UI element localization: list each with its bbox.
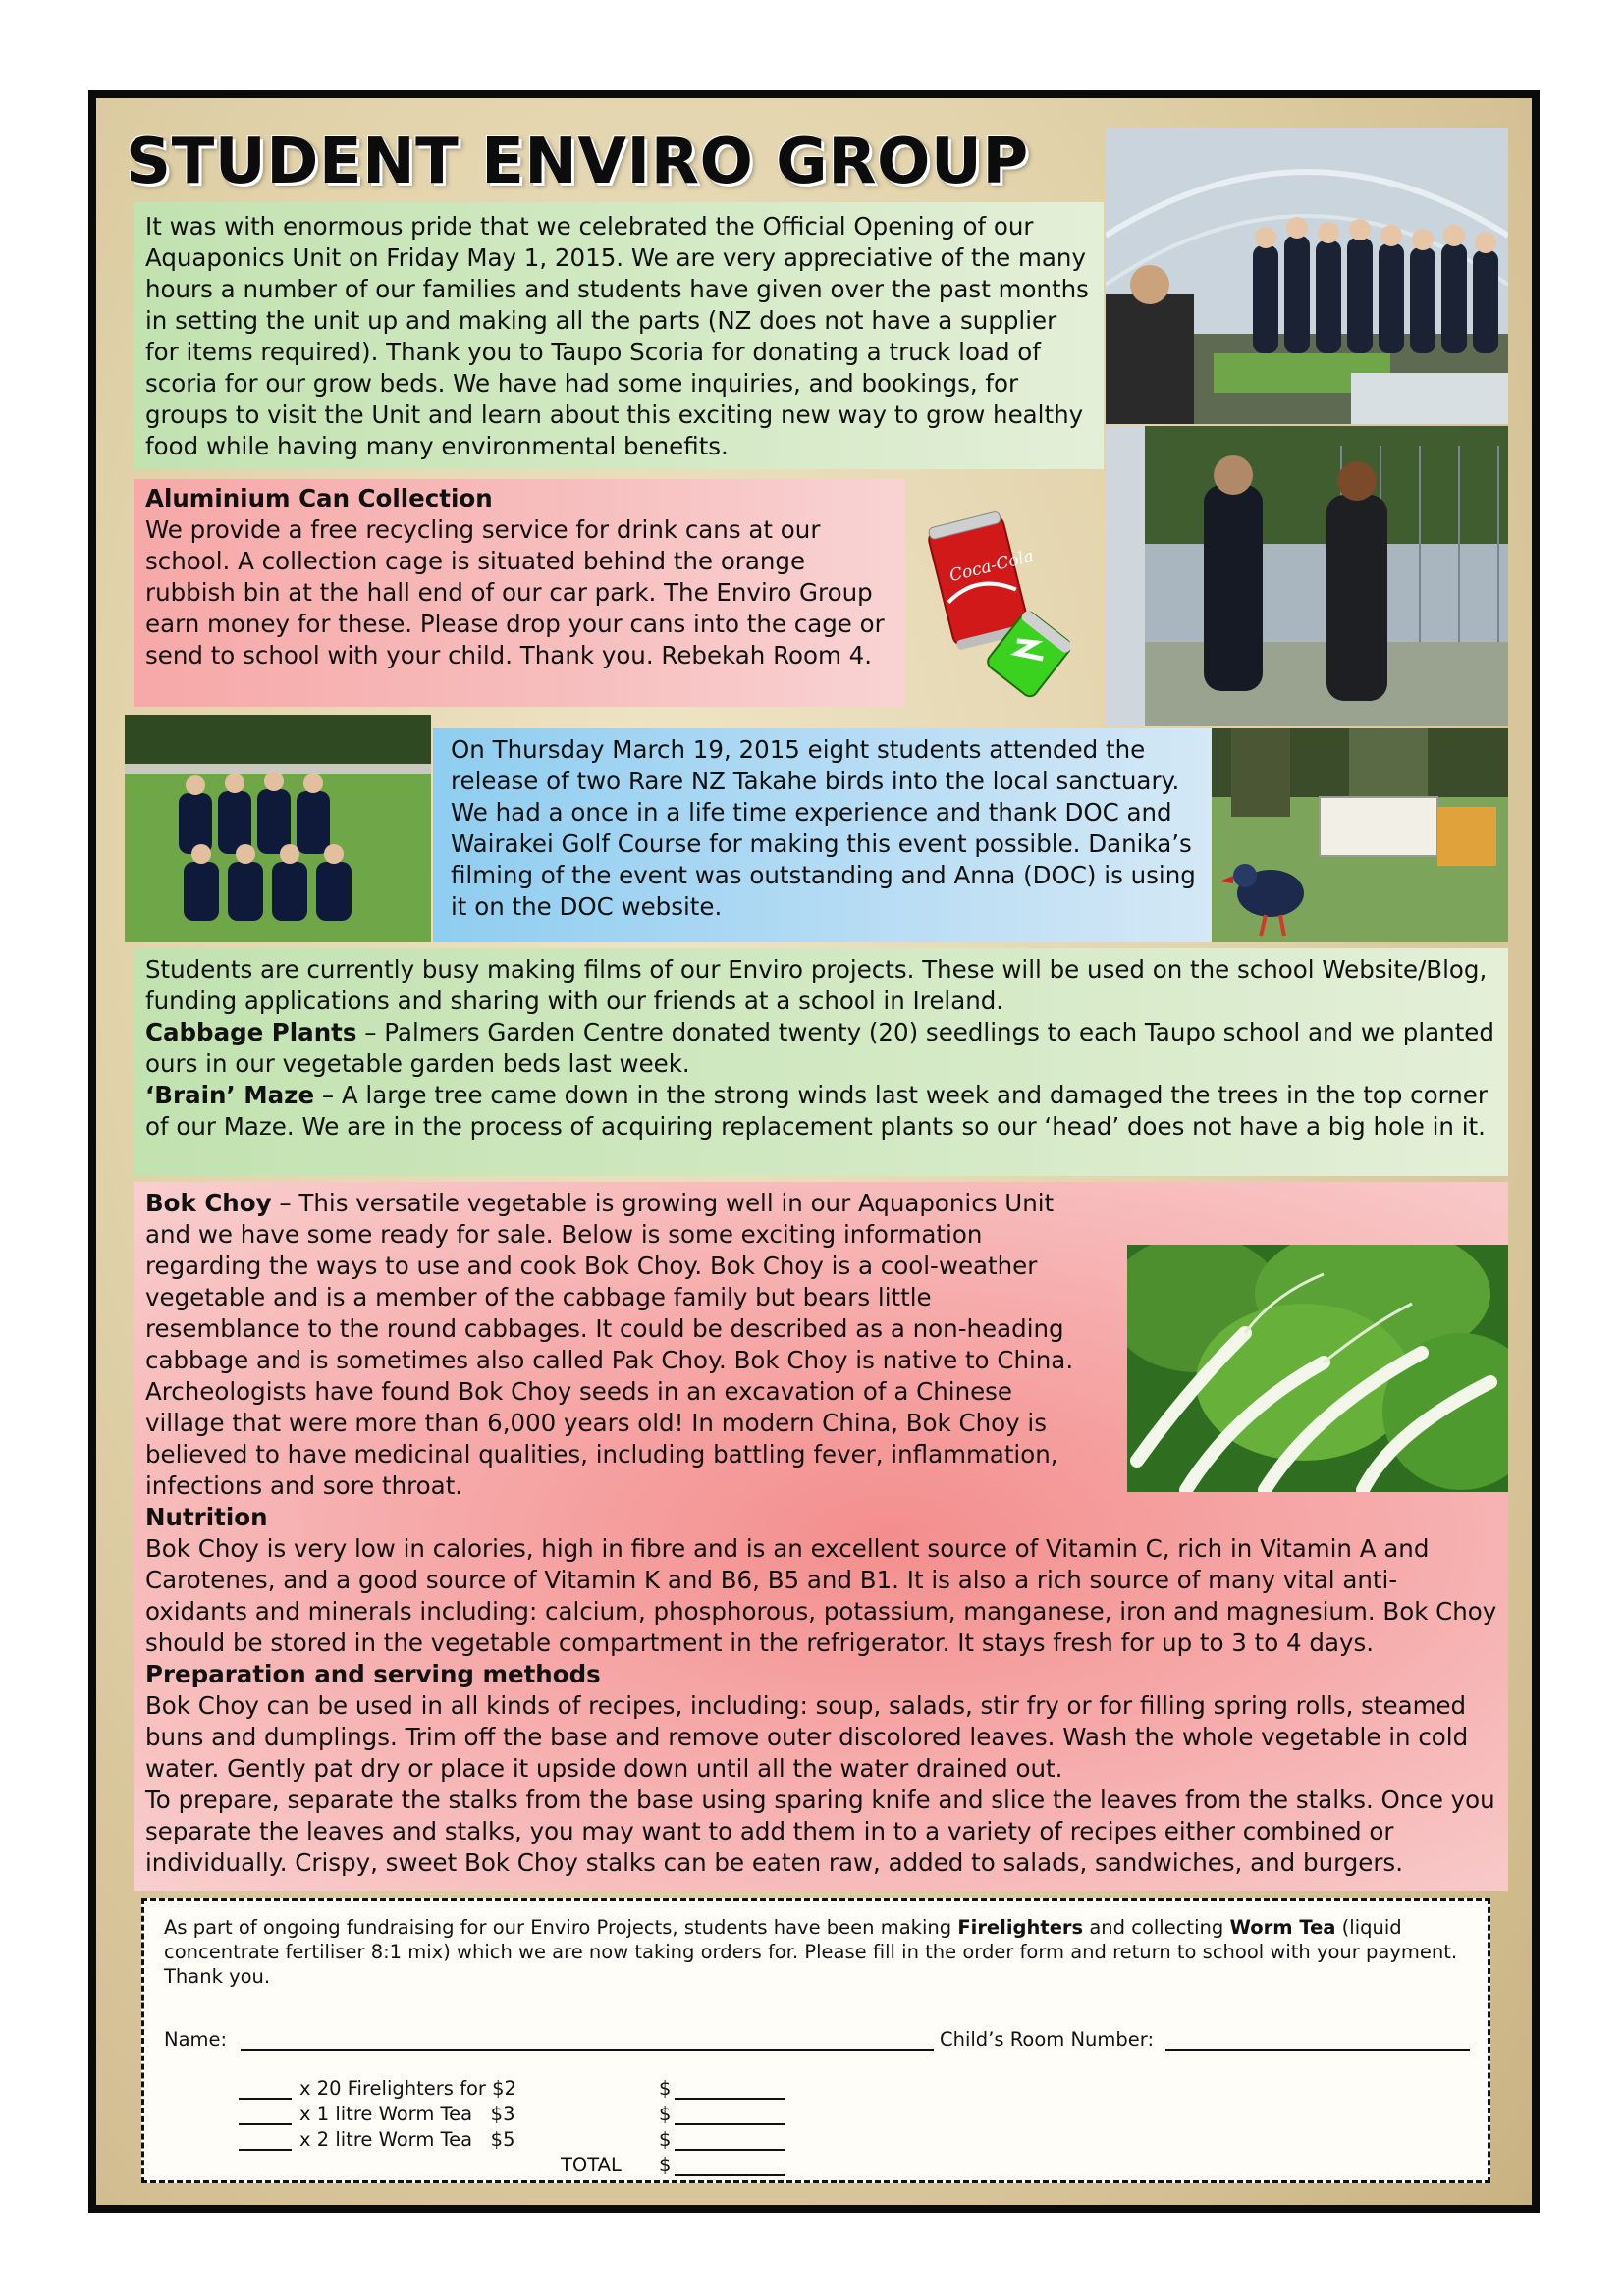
aquaponics-opening-photo	[1106, 128, 1508, 424]
worm-tea-label: Worm Tea	[1229, 1916, 1336, 1939]
aquaponics-intro-text: It was with enormous pride that we celebrated the Official Opening of our Aquaponics Unit on Friday May 1, 2015. We are very appreciative of the many hours a number of our families and students have given over the past months in setting the unit up and making all the parts (NZ does not have a supplier for items required). Thank you to Taupo Scoria for donating a truck load of scoria for our grow beds. We have had some inquiries, and bookings, for groups to visit the Unit and learn about this exciting new way to grow healthy food while having many environmental benefits.	[145, 212, 1089, 460]
page-title: STUDENT ENVIRO GROUP	[126, 126, 1029, 198]
can-brand-text: Coca-Cola	[947, 546, 1036, 587]
order-intro-part-b: and collecting	[1083, 1916, 1230, 1939]
order-form	[141, 1898, 1490, 2183]
total-label: TOTAL	[561, 2154, 622, 2176]
room-number-input-line[interactable]	[1165, 2049, 1470, 2051]
worm-tea-2l-qty-line[interactable]	[239, 2149, 292, 2151]
worm-tea-1l-item-label: x 1 litre Worm Tea $3	[299, 2103, 515, 2125]
brain-maze-label: ‘Brain’ Maze	[145, 1081, 315, 1109]
takahe-bird-photo	[1212, 728, 1508, 942]
total-currency: $	[659, 2154, 672, 2176]
order-intro-part-a: As part of ongoing fundraising for our Enviro Projects, students have been making	[164, 1916, 958, 1939]
bok-choy-intro-text: – This versatile vegetable is growing well in our Aquaponics Unit and we have some ready for sale. Below is some exciting information regarding the ways to use and cook Bok Choy. Bok Choy is a cool-weather vegetable and is a member of the cabbage family but bears little resemblance to the round cabbages. It could be described as a non-heading cabbage and is sometimes also called Pak Choy. Bok Choy is native to China. Archeologists have found Bok Choy seeds in an excavation of a Chinese village that were more than 6,000 years old! In modern China, Bok Choy is believed to have medicinal qualities, including battling fever, inflammation, infections and sore throat.	[145, 1189, 1074, 1500]
worm-tea-1l-currency: $	[659, 2103, 672, 2125]
firelighters-item-label: x 20 Firelighters for $2	[299, 2077, 516, 2100]
cabbage-plants-label: Cabbage Plants	[145, 1018, 357, 1046]
brain-maze-text: – A large tree came down in the strong winds last week and damaged the trees in the top corner of our Maze. We are in the process of acquiring replacement plants so our ‘head’ does not have a big hole in it.	[145, 1081, 1488, 1141]
preparation-text-2: To prepare, separate the stalks from the base using sparing knife and slice the leaves from the stalks. Once you separate the leaves and stalks, you may want to add them in to a variety of recipes either combined or individually. Crispy, sweet Bok Choy stalks can be eaten raw, added to salads, sandwiches, and burgers.	[145, 1786, 1495, 1877]
films-text: Students are currently busy making films of our Enviro projects. These will be used on the school Website/Blog, funding applications and sharing with our friends at a school in Ireland.	[145, 955, 1488, 1015]
worm-tea-2l-item-label: x 2 litre Worm Tea $5	[299, 2128, 515, 2151]
cabbage-plants-text: – Palmers Garden Centre donated twenty (20) seedlings to each Taupo school and we planted ours in our vegetable garden beds last week.	[145, 1018, 1494, 1078]
name-input-line[interactable]	[241, 2049, 934, 2051]
can-collection-box	[134, 479, 905, 707]
worm-tea-2l-currency: $	[659, 2128, 672, 2151]
preparation-heading: Preparation and serving methods	[145, 1660, 601, 1688]
order-intro-part-c: (liquid concentrate fertiliser 8:1 mix) which we are now taking orders for. Please fill in the order form and return to school with your payment. Thank you.	[164, 1916, 1458, 1988]
can-collection-text: We provide a free recycling service for drink cans at our school. A collection cage is situated behind the orange rubbish bin at the hall end of our car park. The Enviro Group earn money for these. Please drop your cans into the cage or send to school with your child. Thank you. Rebekah Room 4.	[145, 515, 885, 669]
firelighters-qty-line[interactable]	[239, 2098, 292, 2100]
firelighters-currency: $	[659, 2077, 672, 2100]
total-amount-line[interactable]	[675, 2174, 785, 2176]
bok-choy-label: Bok Choy	[145, 1189, 272, 1217]
students-group-photo	[125, 715, 431, 942]
nutrition-heading: Nutrition	[145, 1503, 268, 1531]
brain-maze-paragraph	[145, 1080, 1498, 1143]
drink-cans-illustration	[923, 505, 1070, 701]
bok-choy-photo	[1127, 1245, 1508, 1492]
firelighters-amount-line[interactable]	[675, 2098, 785, 2100]
cabbage-plants-paragraph	[145, 1017, 1498, 1080]
takahe-release-box	[433, 728, 1212, 942]
enviro-projects-box	[134, 948, 1508, 1176]
worm-tea-1l-amount-line[interactable]	[675, 2123, 785, 2125]
official-opening-photo	[1106, 426, 1508, 726]
room-number-label: Child’s Room Number:	[940, 2028, 1155, 2051]
name-label: Name:	[164, 2028, 228, 2051]
nutrition-text: Bok Choy is very low in calories, high in fibre and is an excellent source of Vitamin C, rich in Vitamin A and Carotenes, and a good source of Vitamin K and B6, B5 and B1. It is also a rich source of many vital anti-oxidants and minerals including: calcium, phosphorous, potassium, manganese, iron and magnesium. Bok Choy should be stored in the vegetable compartment in the refrigerator. It stays fresh for up to 3 to 4 days.	[145, 1534, 1497, 1657]
worm-tea-1l-qty-line[interactable]	[239, 2123, 292, 2125]
order-form-intro	[164, 1915, 1468, 1989]
can-collection-heading: Aluminium Can Collection	[145, 484, 493, 512]
takahe-release-text: On Thursday March 19, 2015 eight students attended the release of two Rare NZ Takahe birds into the local sanctuary. We had a once in a life time experience and thank DOC and Wairakei Golf Course for making this event possible. Danika’s filming of the event was outstanding and Anna (DOC) is using it on the DOC website.	[451, 735, 1196, 921]
firelighters-label: Firelighters	[957, 1916, 1084, 1939]
preparation-text-1: Bok Choy can be used in all kinds of recipes, including: soup, salads, stir fry or for filling spring rolls, steamed buns and dumplings. Trim off the base and remove outer discolored leaves. Wash the whole vegetable in cold water. Gently pat dry or place it upside down until all the water drained out.	[145, 1691, 1469, 1783]
worm-tea-2l-amount-line[interactable]	[675, 2149, 785, 2151]
aquaponics-intro-box	[134, 202, 1104, 469]
